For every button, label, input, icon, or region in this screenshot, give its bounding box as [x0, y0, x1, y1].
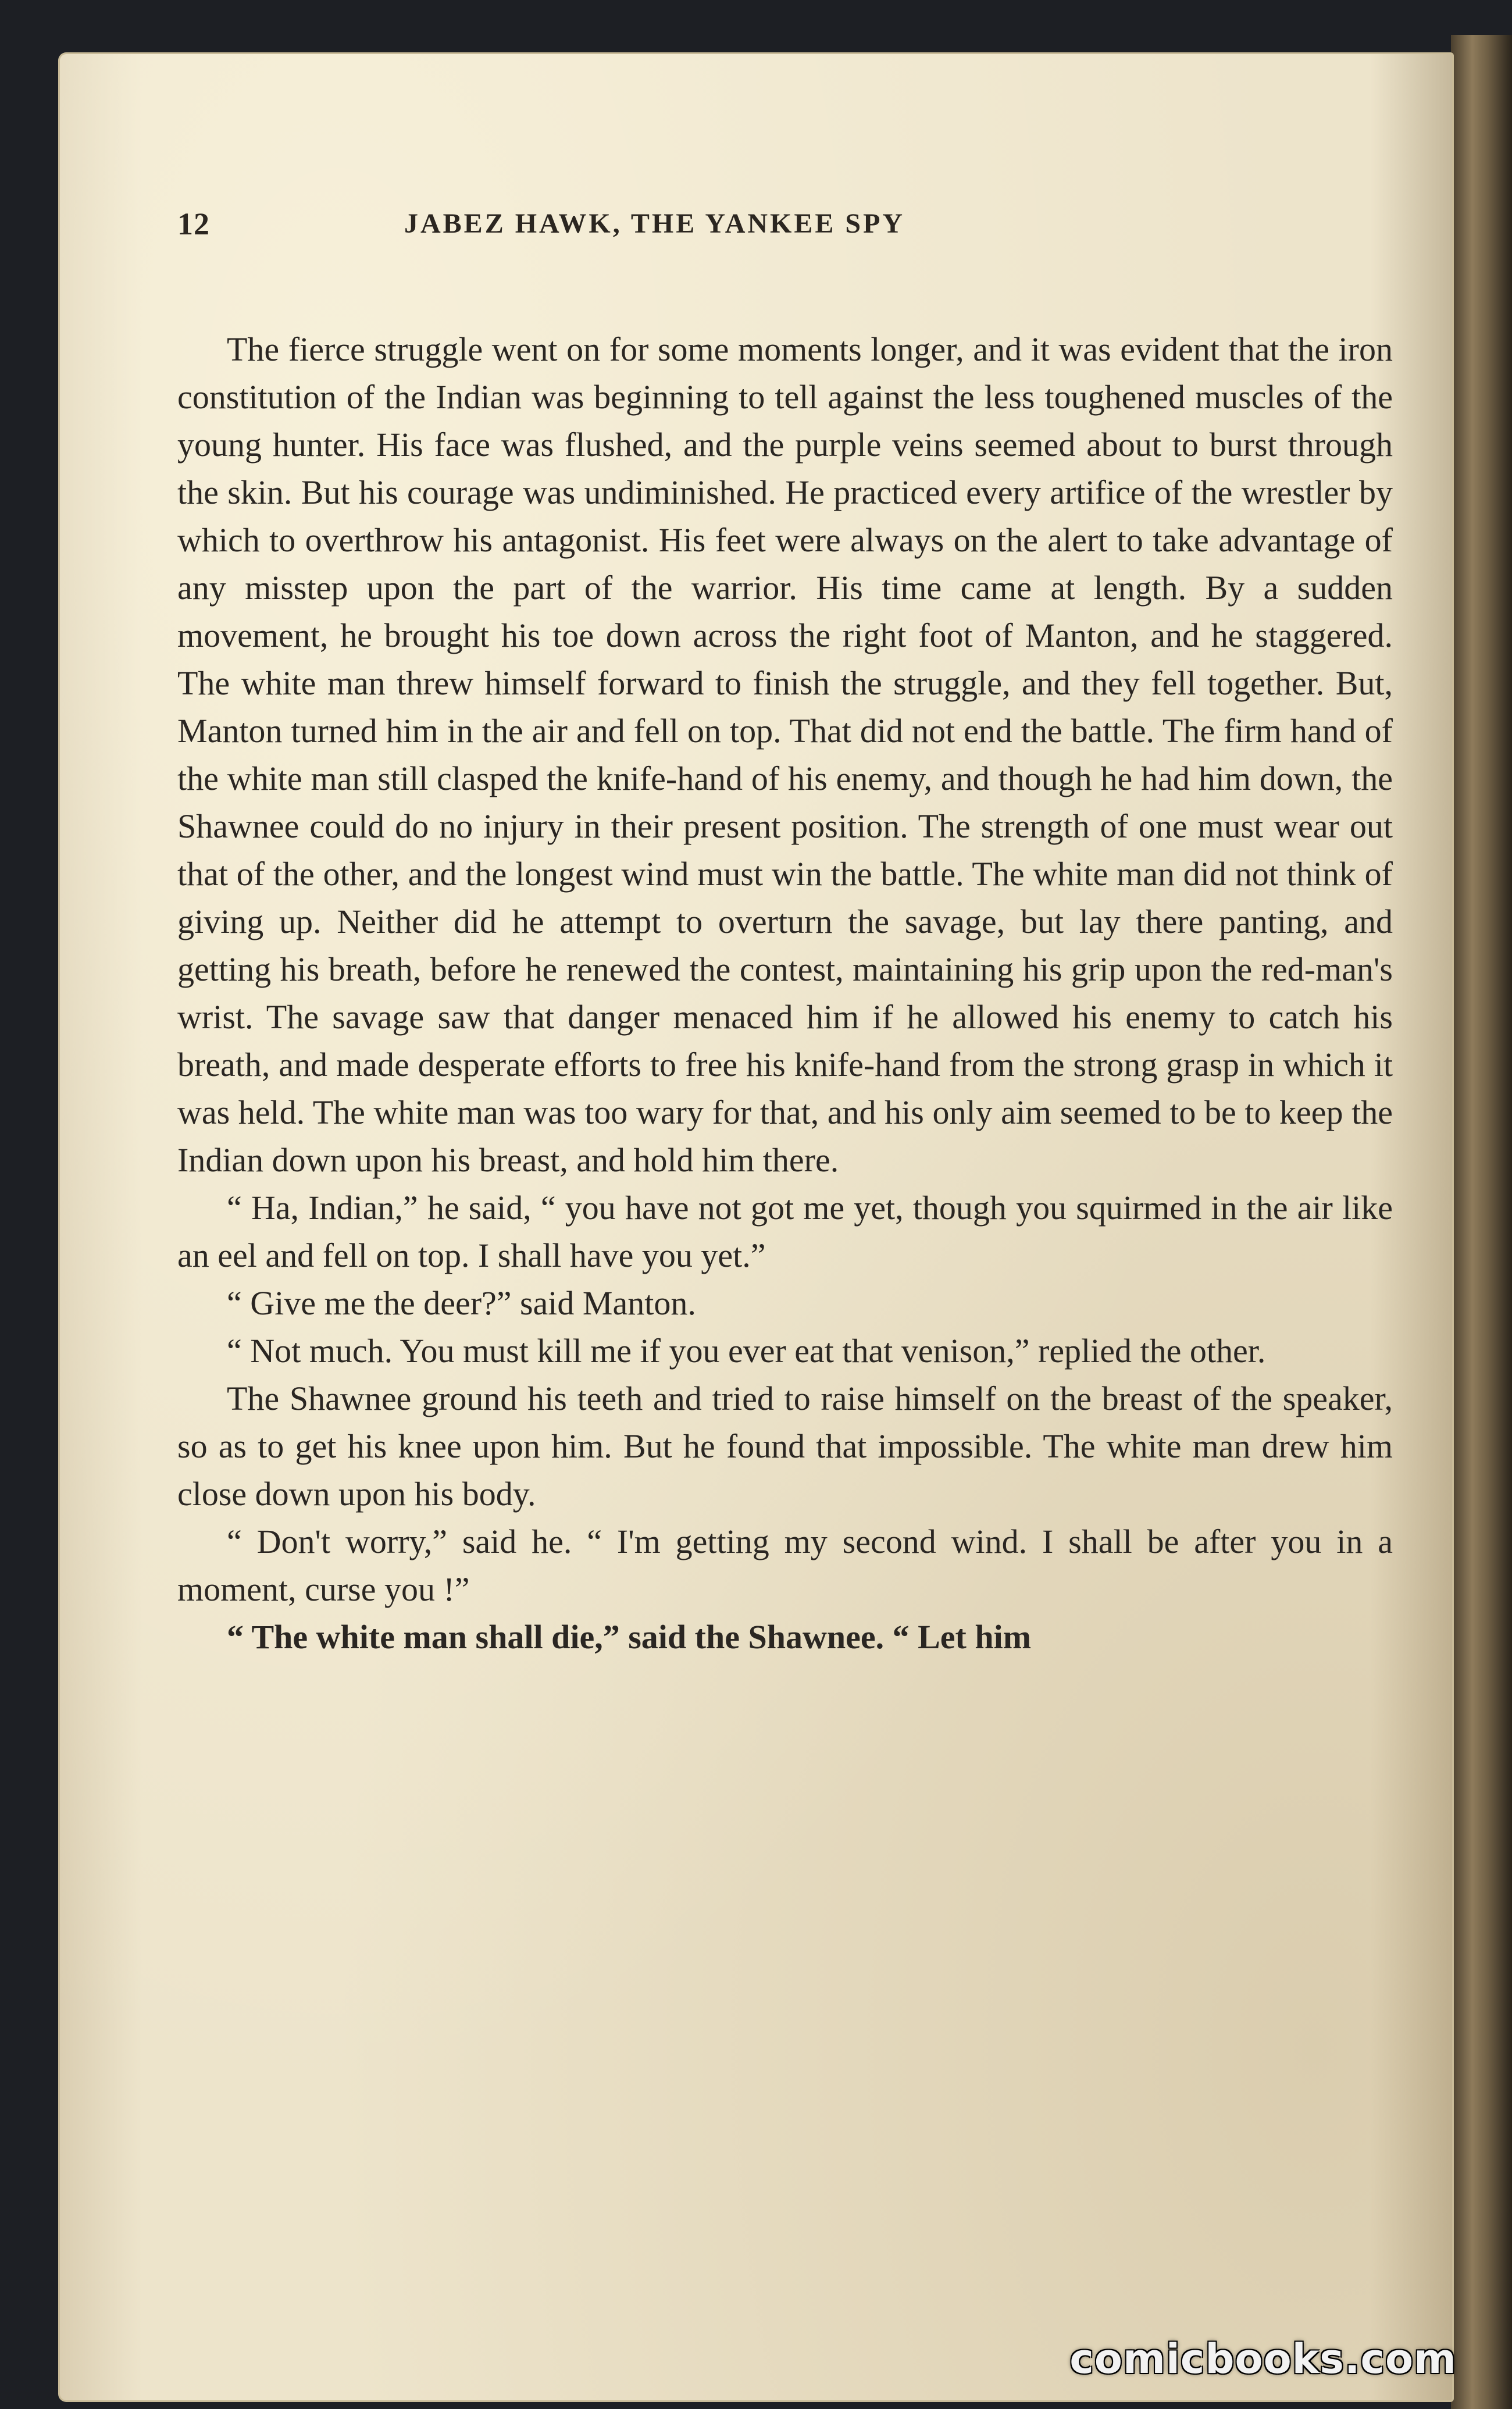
paragraph-hunter-reply: “ Not much. You must kill me if you ever eat that venison,” replied the other.	[227, 1332, 1266, 1370]
page-number: 12	[177, 206, 210, 241]
paragraph-second-wind: “ Don't worry,” said he. “ I'm getting my second wind. I shall be after you in a moment, curse you !”	[177, 1523, 1393, 1608]
book-page	[58, 52, 1454, 2402]
paragraph-shawnee-threat: “ The white man shall die,” said the Shawnee. “ Let him	[227, 1618, 1032, 1656]
paragraph-hunter-taunt: “ Ha, Indian,” he said, “ you have not got me yet, though you squirmed in the air like an eel and fell on top. I shall have you yet.”	[177, 1189, 1393, 1274]
paragraph-manton-demand: “ Give me the deer?” said Manton.	[227, 1284, 696, 1322]
running-title: JABEZ HAWK, THE YANKEE SPY	[404, 208, 905, 239]
running-head	[177, 198, 1393, 250]
book-spine	[1451, 35, 1512, 2409]
body-text	[177, 326, 1393, 1661]
paragraph-struggle: The fierce struggle went on for some moments longer, and it was evident that the iron constitution of the Indian was beginning to tell against the less toughened muscles of the young hunter. His face was flushed, and the purple veins seemed about to burst through the skin. But his courage was undiminished. He practiced every artifice of the wrestler by which to overthrow his antagonist. His feet were always on the alert to take advantage of any misstep upon the part of the warrior. His time came at length. By a sudden movement, he brought his toe down across the right foot of Manton, and he staggered. The white man threw himself forward to finish the struggle, and they fell together. But, Manton turned him in the air and fell on top. That did not end the battle. The firm hand of the white man still clasped the knife-hand of his enemy, and though he had him down, the Shawnee could do no injury in their present position. The strength of one must wear out that of the other, and the longest wind must win the battle. The white man did not think of giving up. Neither did he attempt to overturn the savage, but lay there panting, and getting his breath, before he renewed the contest, maintaining his grip upon the red-man's wrist. The savage saw that danger menaced him if he allowed his enemy to catch his breath, and made desperate efforts to free his knife-hand from the strong grasp in which it was held. The white man was too wary for that, and his only aim seemed to be to keep the Indian down upon his breast, and hold him there.	[177, 330, 1393, 1179]
site-watermark: comicbooks.com	[1069, 2335, 1457, 2383]
paragraph-shawnee-effort: The Shawnee ground his teeth and tried to raise himself on the breast of the speaker, so as to get his knee upon him. But he found that impossible. The white man drew him close down upon his body.	[177, 1380, 1393, 1513]
